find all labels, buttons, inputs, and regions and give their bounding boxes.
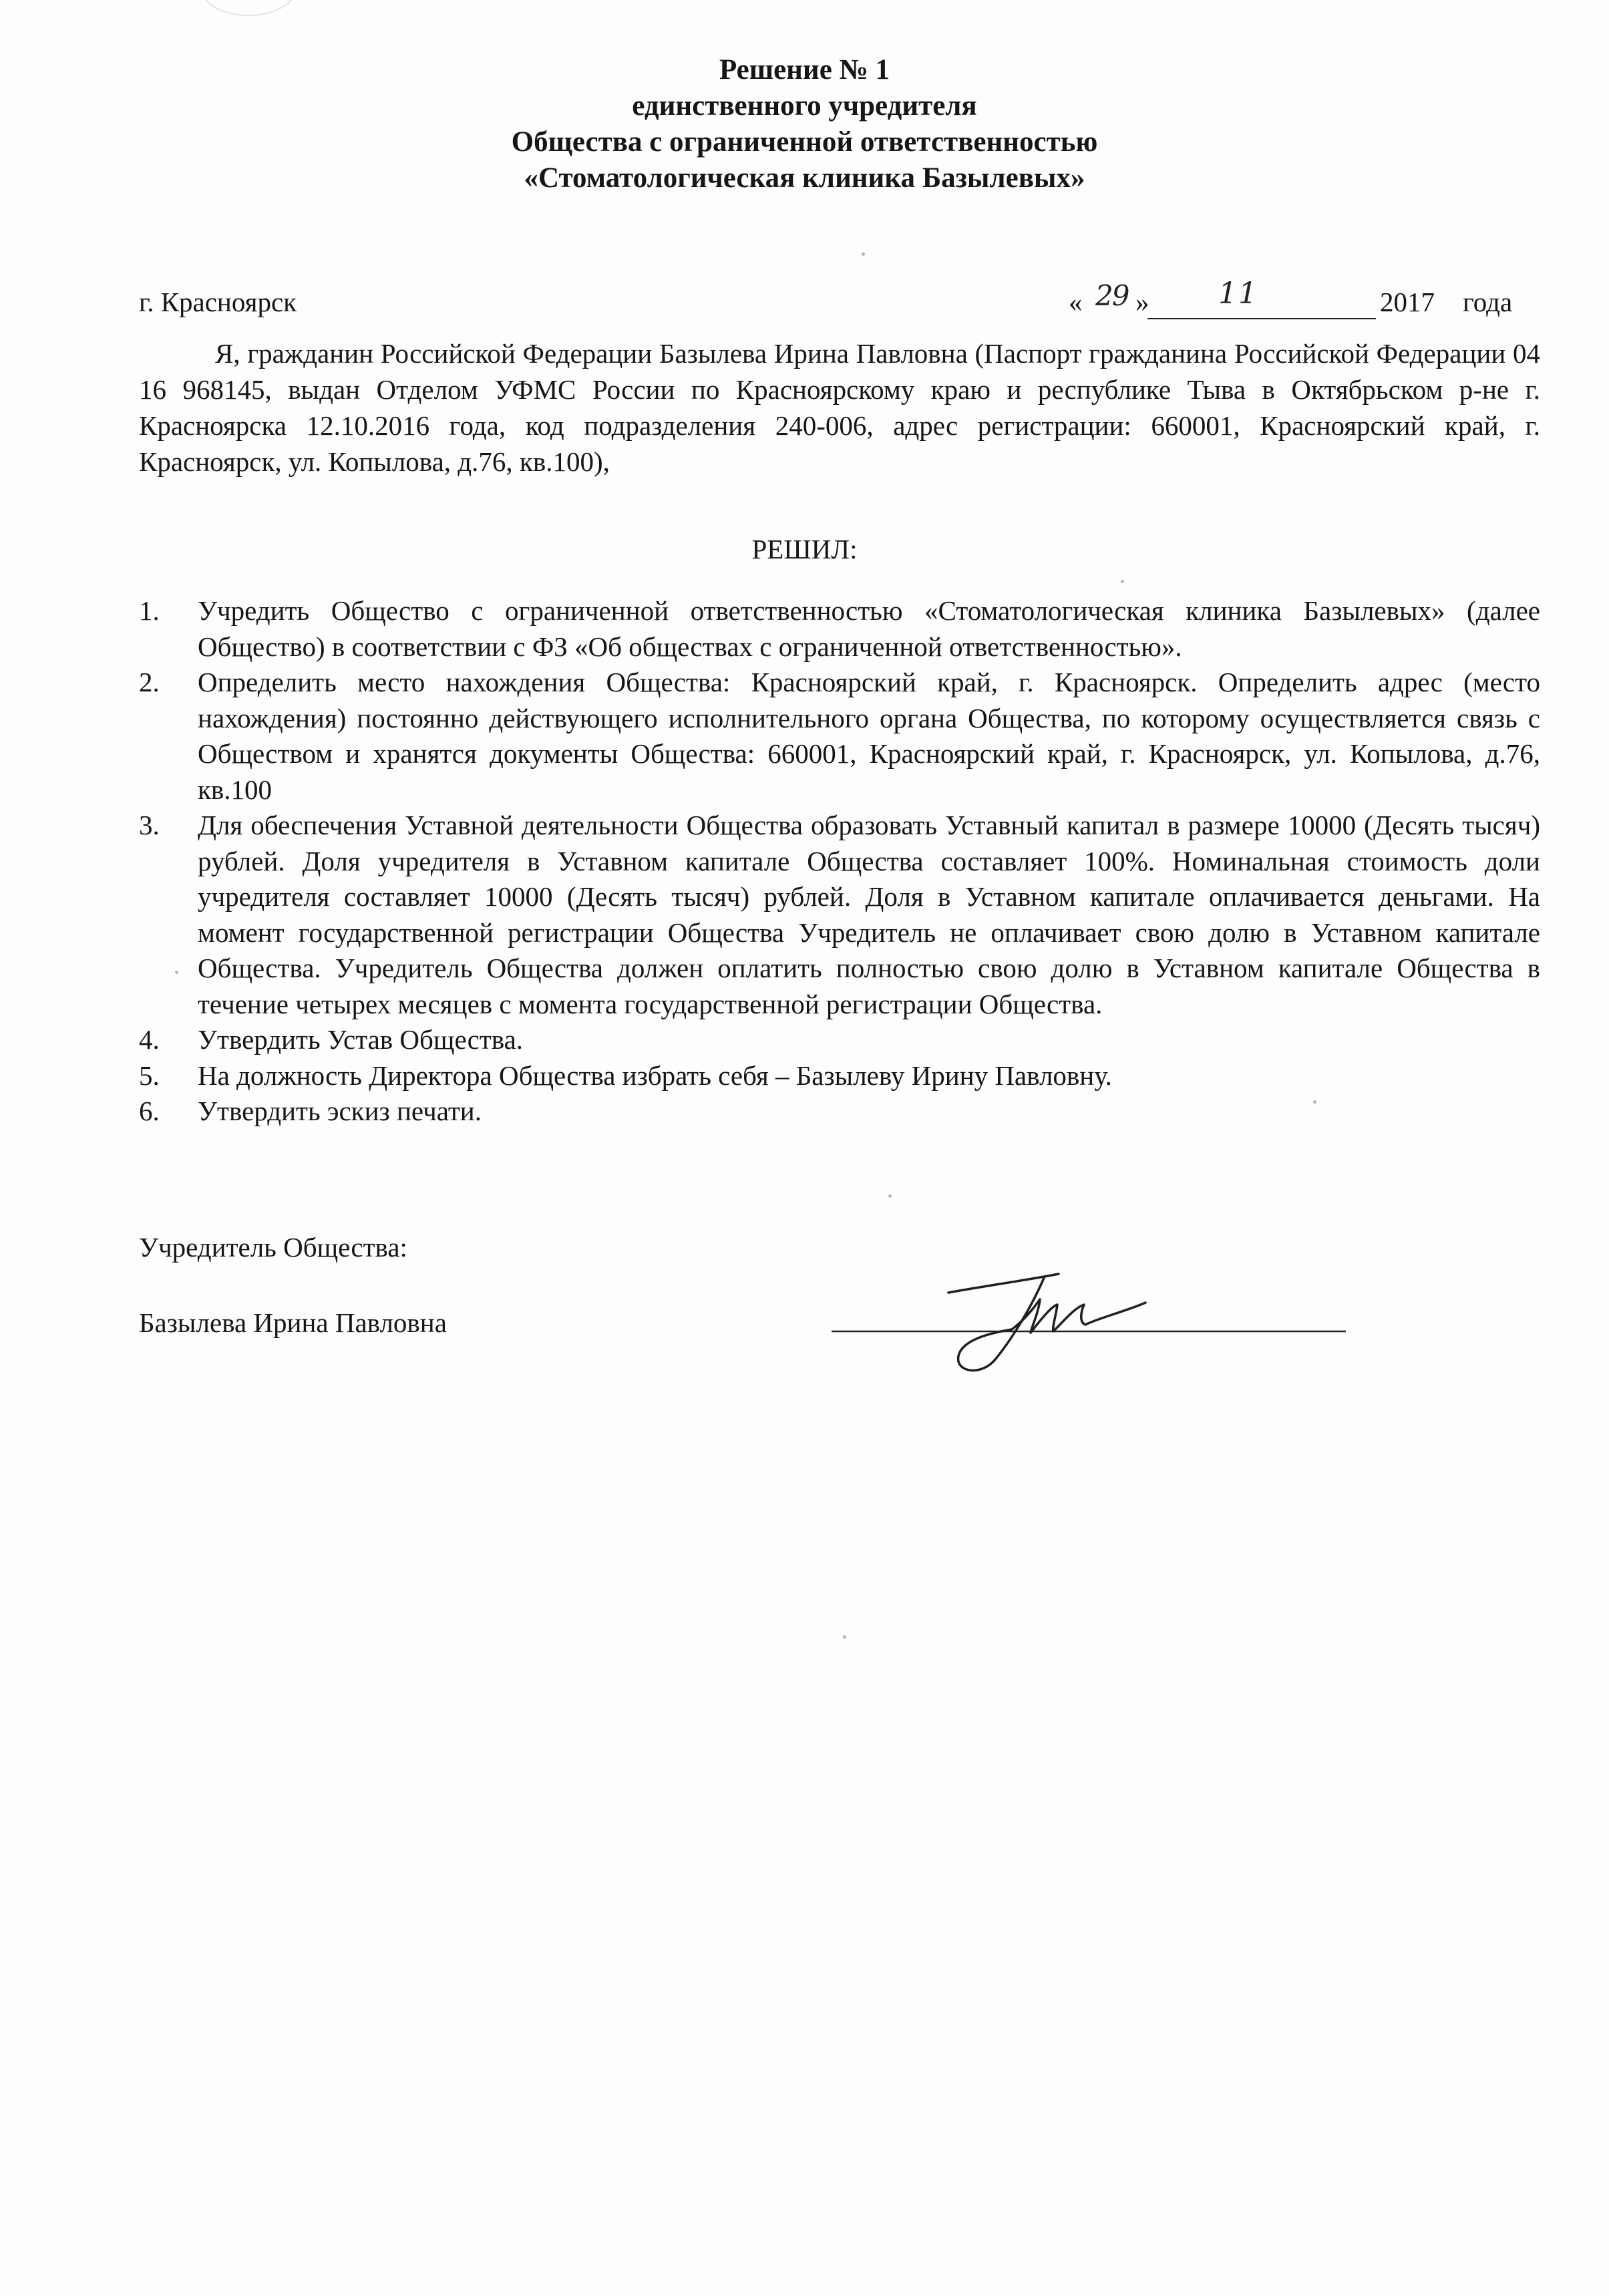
scan-artifact — [200, 0, 297, 16]
decision-text: Определить место нахождения Общества: Красноярский край, г. Красноярск. Определить адрес (место нахождения) постоянно действующего исполнительного органа Общества, по которому осуществляется связь с Обществом и хранятся документы Общества: 660001, Красноярский край, г. Красноярск, ул. Копылова, д.76, кв.100 — [198, 667, 1540, 805]
city: г. Красноярск — [139, 287, 297, 317]
decision-text: Учредить Общество с ограниченной ответственностью «Стоматологическая клиника Базылевых» (далее Общество) в соответствии с ФЗ «Об обществах с ограниченной ответственностью». — [198, 595, 1540, 662]
date-year: 2017 — [1380, 287, 1435, 317]
date-quote-open: « — [1069, 287, 1083, 317]
scan-speck — [1313, 1100, 1316, 1104]
decision-text: Для обеспечения Уставной деятельности Общества образовать Уставный капитал в размере 10000 (Десять тысяч) рублей. Доля учредителя в Уставном капитале Общества составляет 100%. Номинальная стоимость доли учредителя составляет 10000 (Десять тысяч) рублей. Доля в Уставном капитале оплачивается деньгами. На момент государственной регистрации Общества Учредитель не оплачивает свою долю в Уставном капитале Общества. Учредитель Общества должен оплатить полностью свою долю в Уставном капитале Общества в течение четырех месяцев с момента государственной регистрации Общества. — [198, 810, 1540, 1019]
decision-item — [139, 593, 1540, 665]
title-line-4: «Стоматологическая клиника Базылевых» — [524, 162, 1085, 194]
decision-list — [139, 593, 1540, 1130]
decision-number: 3. — [139, 810, 160, 840]
decision-item — [139, 665, 1540, 808]
scan-speck — [1121, 580, 1124, 583]
document-date — [1069, 279, 1523, 317]
decision-item — [139, 1022, 1540, 1058]
decision-number: 4. — [139, 1024, 160, 1055]
date-month-handwritten: 11 — [1218, 277, 1258, 311]
date-day-handwritten: 29 — [1095, 279, 1129, 312]
founder-name: Базылева Ирина Павловна — [139, 1307, 447, 1338]
decision-number: 2. — [139, 667, 160, 697]
decision-text: На должность Директора Общества избрать себя – Базылеву Ирину Павловну. — [198, 1059, 1112, 1091]
document-title — [0, 52, 1609, 196]
decision-item — [139, 1058, 1540, 1094]
title-line-1: Решение № 1 — [719, 54, 890, 86]
signature-stroke — [948, 1274, 1145, 1370]
date-underline — [1147, 318, 1376, 319]
scan-speck — [175, 971, 178, 974]
decision-number: 6. — [139, 1096, 160, 1126]
decision-number: 5. — [139, 1059, 160, 1091]
intro-paragraph: Я, гражданин Российской Федерации Базылева Ирина Павловна (Паспорт гражданина Российской Федерации 04 16 968145, выдан Отделом УФМС России по Красноярскому краю и республике Тыва в Октябрьском р-не г. Красноярска 12.10.2016 года, код подразделения 240-006, адрес регистрации: 660001, Красноярский край, г. Красноярск, ул. Копылова, д.76, кв.100), — [139, 338, 1540, 477]
date-suffix: года — [1463, 287, 1513, 317]
date-quote-close: » — [1135, 287, 1149, 317]
decision-item — [139, 1094, 1540, 1130]
handwritten-signature — [832, 1266, 1346, 1386]
title-line-3: Общества с ограниченной ответственностью — [511, 126, 1098, 158]
title-line-2: единственного учредителя — [632, 90, 977, 122]
scan-speck — [862, 253, 865, 256]
decision-text: Утвердить эскиз печати. — [198, 1096, 482, 1126]
founder-label: Учредитель Общества: — [139, 1232, 407, 1263]
decision-number: 1. — [139, 595, 160, 626]
scan-speck — [843, 1635, 846, 1639]
decision-text: Утвердить Устав Общества. — [198, 1024, 524, 1055]
decision-heading: РЕШИЛ: — [751, 534, 858, 564]
decision-item — [139, 808, 1540, 1022]
scan-speck — [888, 1194, 892, 1198]
